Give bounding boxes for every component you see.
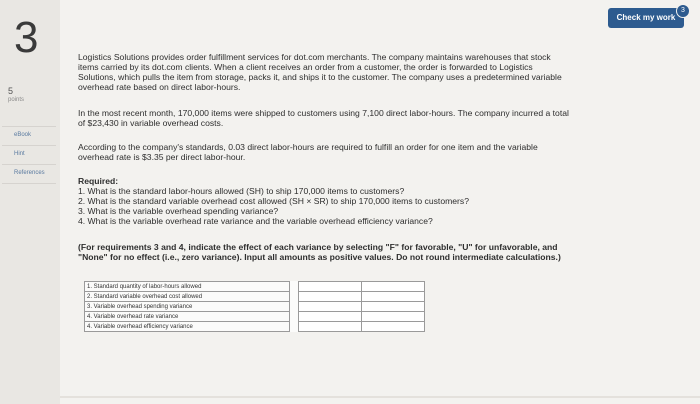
row-label: 2. Standard variable overhead cost allowed bbox=[85, 292, 290, 302]
text-line: Logistics Solutions provides order fulfillment services for dot.com merchants. The company maintains warehouses that stock bbox=[78, 52, 551, 62]
check-my-work-button[interactable]: Check my work bbox=[608, 8, 684, 28]
spacer bbox=[290, 292, 299, 302]
required-item: 4. What is the variable overhead rate variance and the variable overhead efficiency variance? bbox=[78, 216, 433, 226]
table-row bbox=[85, 292, 425, 302]
text-line: (For requirements 3 and 4, indicate the effect of each variance by selecting "F" for favorable, "U" for unfavorable, and bbox=[78, 242, 558, 252]
text-line: Solutions, which pulls the item from storage, packs it, and ships it to the customer. The company uses a predetermined variable bbox=[78, 72, 562, 82]
divider bbox=[60, 396, 700, 398]
row-label: 3. Variable overhead spending variance bbox=[85, 302, 290, 312]
answer-input[interactable] bbox=[299, 292, 362, 302]
text-line: "None" for no effect (i.e., zero variance). Input all amounts as positive values. Do not round intermediate calculations.) bbox=[78, 252, 561, 262]
divider bbox=[2, 145, 56, 146]
question-panel bbox=[60, 0, 700, 404]
answer-input[interactable] bbox=[299, 302, 362, 312]
question-number: 3 bbox=[14, 13, 39, 62]
answer-input[interactable] bbox=[362, 312, 425, 322]
points-value: 5 bbox=[8, 86, 14, 96]
required-item: 1. What is the standard labor-hours allowed (SH) to ship 170,000 items to customers? bbox=[78, 186, 405, 196]
answer-input[interactable] bbox=[362, 322, 425, 332]
required-heading: Required: bbox=[78, 176, 119, 186]
row-label: 1. Standard quantity of labor-hours allowed bbox=[85, 282, 290, 292]
standards-paragraph bbox=[78, 142, 638, 162]
spacer bbox=[290, 312, 299, 322]
table-row bbox=[85, 322, 425, 332]
month-paragraph bbox=[78, 108, 638, 128]
answer-input[interactable] bbox=[362, 282, 425, 292]
spacer bbox=[290, 302, 299, 312]
ebook-link[interactable]: eBook bbox=[14, 132, 32, 138]
hint-link[interactable]: Hint bbox=[14, 151, 25, 157]
spacer bbox=[290, 282, 299, 292]
text-line: of $23,430 in variable overhead costs. bbox=[78, 118, 224, 128]
divider bbox=[2, 164, 56, 165]
points-label: points bbox=[8, 97, 25, 103]
answer-input[interactable] bbox=[299, 322, 362, 332]
check-attempts-badge: 3 bbox=[676, 4, 690, 18]
references-link[interactable]: References bbox=[14, 170, 45, 176]
table-row bbox=[85, 282, 425, 292]
answer-input[interactable] bbox=[299, 312, 362, 322]
answer-input[interactable] bbox=[299, 282, 362, 292]
divider bbox=[2, 183, 56, 184]
intro-paragraph bbox=[78, 52, 638, 92]
question-sidebar bbox=[0, 0, 60, 404]
text-line: overhead rate based on direct labor-hours. bbox=[78, 82, 241, 92]
required-item: 2. What is the standard variable overhead cost allowed (SH × SR) to ship 170,000 items to customers? bbox=[78, 196, 469, 206]
divider bbox=[2, 126, 56, 127]
row-label: 4. Variable overhead rate variance bbox=[85, 312, 290, 322]
answer-input[interactable] bbox=[362, 302, 425, 312]
answer-input[interactable] bbox=[362, 292, 425, 302]
table-row bbox=[85, 312, 425, 322]
answer-table bbox=[84, 281, 425, 332]
text-line: According to the company's standards, 0.03 direct labor-hours are required to fulfill an order for one item and the variable bbox=[78, 142, 538, 152]
text-line: overhead rate is $3.35 per direct labor-hour. bbox=[78, 152, 246, 162]
required-item: 3. What is the variable overhead spending variance? bbox=[78, 206, 279, 216]
required-section bbox=[78, 176, 638, 226]
instruction-paragraph bbox=[78, 242, 638, 262]
text-line: items carried by its dot.com clients. When a client receives an order from a customer, the order is forwarded to Logistics bbox=[78, 62, 533, 72]
spacer bbox=[290, 322, 299, 332]
table-row bbox=[85, 302, 425, 312]
text-line: In the most recent month, 170,000 items were shipped to customers using 7,100 direct labor-hours. The company incurred a total bbox=[78, 108, 569, 118]
row-label: 4. Variable overhead efficiency variance bbox=[85, 322, 290, 332]
